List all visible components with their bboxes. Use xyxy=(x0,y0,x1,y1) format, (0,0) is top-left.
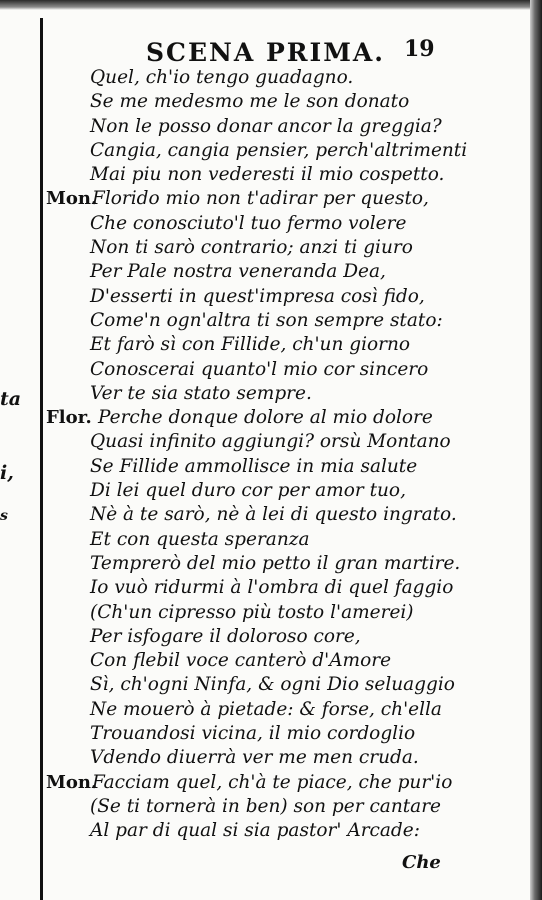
speaker-label: Mon. xyxy=(46,771,98,793)
verse-line xyxy=(46,115,486,139)
left-margin-fragment: s xyxy=(0,508,8,524)
verse-line xyxy=(46,479,486,503)
speaker-label: Mon. xyxy=(46,188,98,210)
verse-line xyxy=(46,358,486,382)
verse-text: Cangia, cangia pensier, perch'altrimenti xyxy=(90,139,468,161)
verse-text: Trouandosi vicina, il mio cordoglio xyxy=(90,723,416,745)
verse-line xyxy=(46,455,486,479)
verse-text: Per isfogare il doloroso core, xyxy=(90,625,361,647)
verse-line xyxy=(46,163,486,187)
verse-line xyxy=(46,503,486,527)
verse-line xyxy=(46,333,486,357)
verse-text: Nè à te sarò, nè à lei di questo ingrato. xyxy=(90,504,457,526)
verse-text: D'esserti in quest'impresa così fido, xyxy=(90,285,425,307)
verse-text: (Ch'un cipresso più tosto l'amerei) xyxy=(90,601,414,623)
page-header-title: SCENA PRIMA. xyxy=(146,38,386,67)
verse-text: Quasi infinito aggiungi? orsù Montano xyxy=(90,431,451,453)
catchword: Che xyxy=(402,852,441,873)
verse-line xyxy=(46,771,486,795)
verse-line xyxy=(46,406,486,430)
verse-text: Sì, ch'ogni Ninfa, & ogni Dio seluaggio xyxy=(90,674,455,696)
verse-text: Se me medesmo me le son donato xyxy=(90,91,410,113)
verse-text: Conoscerai quanto'l mio cor sincero xyxy=(90,358,429,380)
verse-text: Io vuò ridurmi à l'ombra di quel faggio xyxy=(90,577,454,599)
verse-text: Temprerò del mio petto il gran martire. xyxy=(90,552,461,574)
verse-line xyxy=(46,430,486,454)
page-number: 19 xyxy=(404,36,435,62)
verse-text: Se Fillide ammollisce in mia salute xyxy=(90,455,418,477)
verse-line xyxy=(46,260,486,284)
verse-line xyxy=(46,746,486,770)
verse-line xyxy=(46,90,486,114)
verse-text: Florido mio non t'adirar per questo, xyxy=(92,188,429,210)
verse-line xyxy=(46,722,486,746)
verse-text: Ne mouerò à pietade: & forse, ch'ella xyxy=(90,698,442,720)
verse-text: Ver te sia stato sempre. xyxy=(90,382,312,404)
verse-text: Per Pale nostra veneranda Dea, xyxy=(90,261,386,283)
verse-text: Al par di qual si sia pastor' Arcade: xyxy=(90,820,420,842)
page-top-edge xyxy=(0,0,542,10)
verse-line xyxy=(46,552,486,576)
verse-text: Di lei quel duro cor per amor tuo, xyxy=(90,480,406,502)
left-margin-fragment: ta xyxy=(0,388,22,410)
page-right-edge xyxy=(530,0,542,900)
verse-line xyxy=(46,528,486,552)
verse-text: Che conosciuto'l tuo fermo volere xyxy=(90,212,407,234)
verse-line xyxy=(46,601,486,625)
verse-line xyxy=(46,625,486,649)
verse-line xyxy=(46,309,486,333)
verse-text: Come'n ogn'altra ti son sempre stato: xyxy=(90,309,443,331)
verse-text: Mai piu non vederesti il mio cospetto. xyxy=(90,164,445,186)
verse-text: Vdendo diuerrà ver me men cruda. xyxy=(90,747,419,769)
verse-text-block xyxy=(46,66,486,844)
verse-line xyxy=(46,382,486,406)
verse-text: Et farò sì con Fillide, ch'un giorno xyxy=(90,334,411,356)
verse-text: Facciam quel, ch'à te piace, che pur'io xyxy=(92,771,453,793)
verse-line xyxy=(46,212,486,236)
verse-text: Con flebil voce canterò d'Amore xyxy=(90,650,392,672)
verse-line xyxy=(46,576,486,600)
verse-text: Quel, ch'io tengo guadagno. xyxy=(90,67,354,88)
verse-line xyxy=(46,236,486,260)
verse-line xyxy=(46,698,486,722)
verse-text: Et con questa speranza xyxy=(90,528,310,550)
verse-text: Perche donque dolore al mio dolore xyxy=(98,407,433,429)
verse-line xyxy=(46,649,486,673)
verse-line xyxy=(46,187,486,211)
verse-line xyxy=(46,795,486,819)
verse-text: Non ti sarò contrario; anzi ti giuro xyxy=(90,237,413,259)
speaker-label: Flor. xyxy=(46,407,92,429)
verse-line xyxy=(46,285,486,309)
verse-text: Non le posso donar ancor la greggia? xyxy=(90,115,442,137)
verse-text: (Se ti tornerà in ben) son per cantare xyxy=(90,795,442,817)
left-margin-fragment: i, xyxy=(0,462,14,484)
gutter-rule xyxy=(40,18,43,900)
verse-line xyxy=(46,673,486,697)
verse-line xyxy=(46,819,486,843)
verse-line xyxy=(46,139,486,163)
verse-line xyxy=(46,66,486,90)
